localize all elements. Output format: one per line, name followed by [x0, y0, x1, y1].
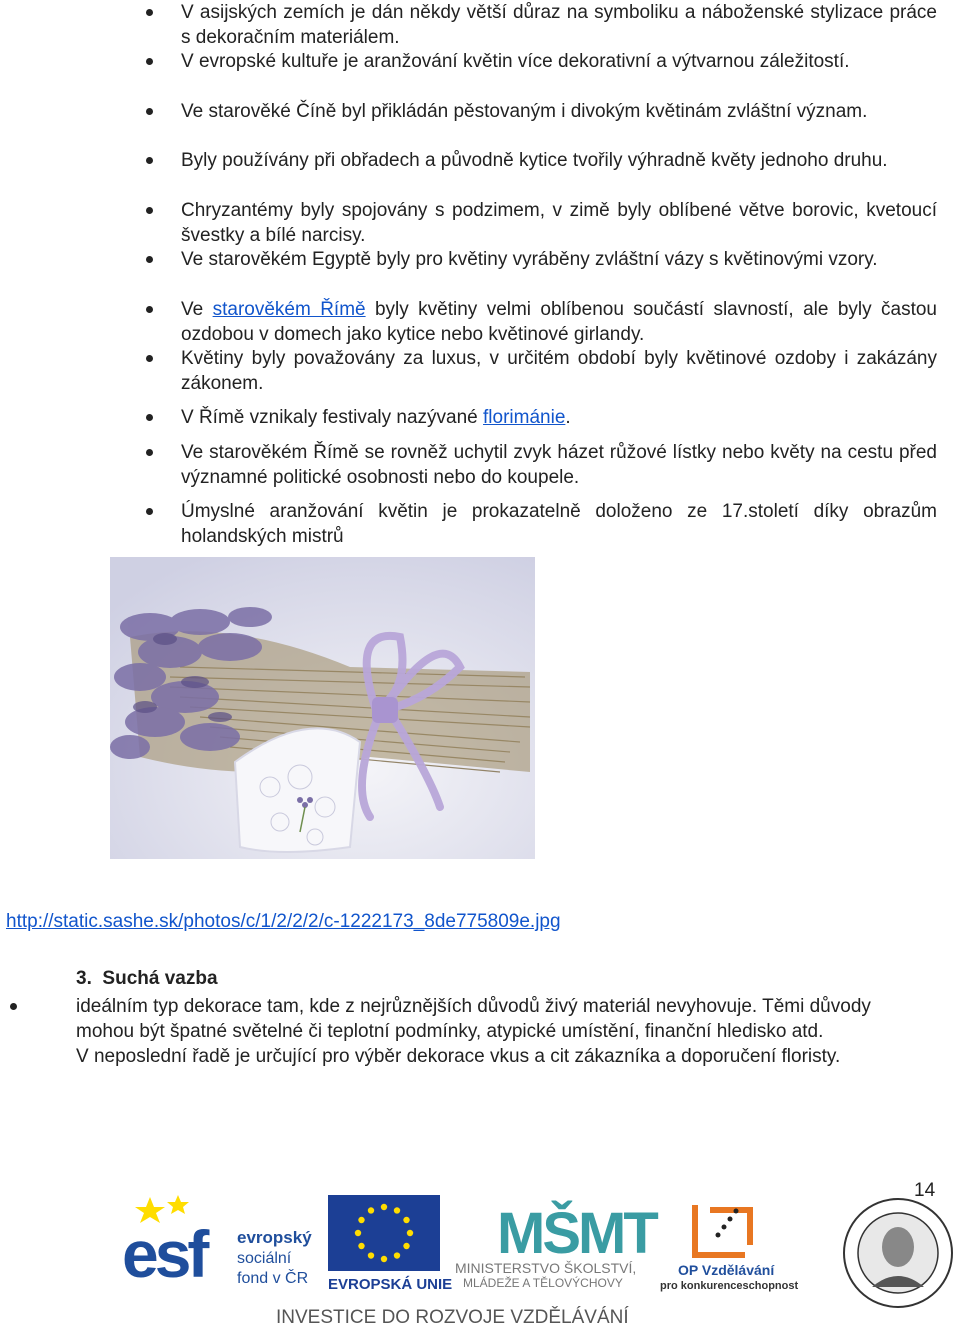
svg-text:MŠMT: MŠMT: [497, 1201, 656, 1266]
eu-star-icon: [403, 1243, 409, 1249]
footer-logos: [0, 1185, 960, 1327]
op-vzdelavani-logo: [660, 1205, 798, 1292]
msmt-logo: [455, 1201, 658, 1290]
esf-line2: sociální: [237, 1250, 292, 1267]
bullet-china: Ve starověké Číně byl přikládán pěstovaným i divokým květinám zvláštní význam.: [181, 99, 937, 124]
msmt-line1: MINISTERSTVO ŠKOLSTVÍ,: [455, 1260, 637, 1276]
eu-star-icon: [368, 1252, 374, 1258]
section-title: Suchá vazba: [102, 968, 218, 989]
eu-star-icon: [358, 1243, 364, 1249]
image-source-link[interactable]: http://static.sashe.sk/photos/c/1/2/2/2/c-1222173_8de775809e.jpg: [6, 911, 561, 932]
florimania-link[interactable]: florimánie: [483, 407, 566, 428]
bullet-rose-petals: Ve starověkém Římě se rovněž uchytil zvyk házet růžové lístky nebo květy na cestu před významné politické osobnosti nebo do koupele.: [181, 442, 937, 488]
msmt-line2: MLÁDEŽE A TĚLOVÝCHOVY: [463, 1276, 623, 1290]
eu-star-icon: [381, 1204, 387, 1210]
ancient-rome-link[interactable]: starověkém Římě: [212, 299, 366, 320]
bullet-chrysanthemums: Chryzantémy byly spojovány s podzimem, v zimě byly oblíbené větve borovic, kvetoucí švestky a bílé narcisy.: [181, 200, 937, 246]
section-heading: [76, 968, 218, 990]
footer-tagline: INVESTICE DO ROZVOJE VZDĚLÁVÁNÍ: [276, 1307, 629, 1327]
bullet-dutch-masters: Úmyslné aranžování květin je prokazatelně doloženo ze 17.století díky obrazům holandských mistrů: [181, 501, 937, 547]
esf-logo: [122, 1195, 312, 1291]
section-number: 3.: [76, 968, 92, 989]
lavender-bouquet-photo: [110, 557, 535, 859]
eu-star-icon: [355, 1230, 361, 1236]
bullet-egypt: Ve starověkém Egyptě byly pro květiny vyráběny zvláštní vázy s květinovými vzory.: [181, 247, 937, 272]
op-line1: OP Vzdělávání: [678, 1262, 775, 1278]
svg-text:esf: esf: [122, 1217, 206, 1291]
lavender-illustration: [110, 557, 535, 859]
section-paragraph-1: ideálním typ dekorace tam, kde z nejrůznějších důvodů živý materiál nevyhovuje. Těmi důvody mohou být špatné světelné či teplotní podmínky, atypické umístění, finanční hledisko atd.: [76, 996, 871, 1042]
eu-flag-logo: [328, 1195, 452, 1293]
eu-star-icon: [381, 1256, 387, 1262]
eu-star-icon: [368, 1207, 374, 1213]
bullet-asian: V asijských zemích je dán někdy větší důraz na symboliku a náboženské stylizace práce s dekoračním materiálem.: [181, 2, 937, 48]
eu-star-icon: [403, 1217, 409, 1223]
eu-label: EVROPSKÁ UNIE: [328, 1276, 453, 1293]
eu-star-icon: [358, 1217, 364, 1223]
school-seal-logo: [844, 1199, 952, 1307]
bullet-european: V evropské kultuře je aranžování květin více dekorativní a výtvarnou záležitostí.: [181, 49, 937, 74]
esf-line3: fond v ČR: [237, 1270, 309, 1287]
bullet-luxury: Květiny byly považovány za luxus, v určitém období byly květinové ozdoby i zakázány zákonem.: [181, 348, 937, 394]
esf-line1: evropský: [237, 1228, 312, 1247]
section-paragraph-2: V neposlední řadě je určující pro výběr dekorace vkus a cit zákazníka a doporučení floristy.: [76, 1046, 841, 1067]
bullet-florimania: V Římě vznikaly festivaly nazývané florimánie.: [181, 405, 937, 430]
section-bullet: [10, 1003, 17, 1010]
page-number: 14: [914, 1180, 936, 1201]
bullet-rituals: Byly používány při obřadech a původně kytice tvořily výhradně květy jednoho druhu.: [181, 148, 937, 173]
op-line2: pro konkurenceschopnost: [660, 1280, 799, 1292]
eu-star-icon: [394, 1252, 400, 1258]
eu-star-icon: [407, 1230, 413, 1236]
section-body: [76, 994, 916, 1069]
bullet-rome-celebrations: Ve starověkém Římě byly květiny velmi oblíbenou součástí slavností, ale byly častou ozdobou v domech jako kytice nebo květinové girlandy.: [181, 299, 938, 345]
eu-star-icon: [394, 1207, 400, 1213]
